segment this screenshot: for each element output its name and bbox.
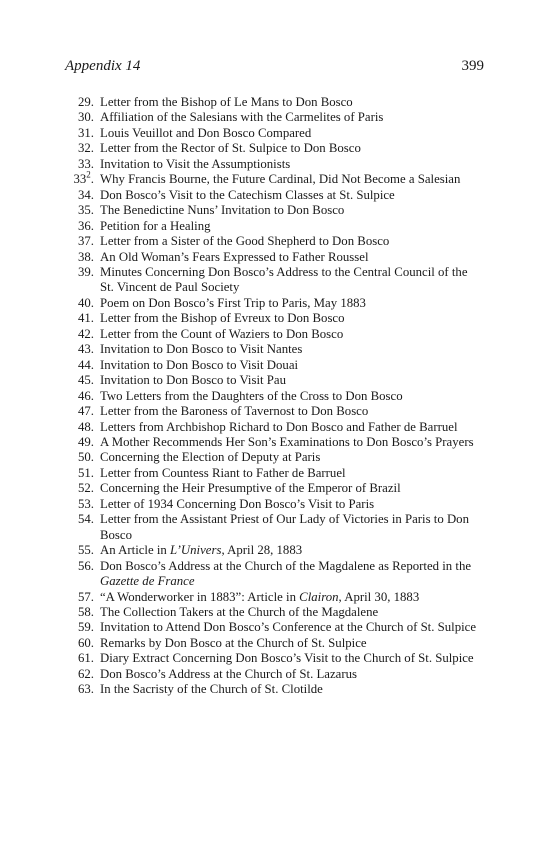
- list-item: [65, 466, 484, 481]
- entry-number: 35.: [78, 203, 94, 218]
- entry-title: Minutes Concerning Don Bosco’s Address to the Central Council of the St. Vincent de Paul Society: [100, 264, 468, 295]
- entry-number: 44.: [78, 357, 94, 372]
- entry-title: Concerning the Election of Deputy at Paris: [100, 450, 321, 465]
- list-item: [65, 605, 484, 620]
- entry-title: An Old Woman’s Fears Expressed to Father Roussel: [100, 249, 369, 264]
- list-item: [65, 404, 484, 419]
- entry-number: 47.: [78, 404, 94, 419]
- list-item: [65, 265, 484, 296]
- list-item: [65, 590, 484, 605]
- entry-number: 60.: [78, 635, 94, 650]
- entry-title: Affiliation of the Salesians with the Carmelites of Paris: [100, 110, 384, 125]
- list-item: [65, 188, 484, 203]
- list-item: [65, 620, 484, 635]
- entry-number: 42.: [78, 326, 94, 341]
- entry-title: Concerning the Heir Presumptive of the Emperor of Brazil: [100, 481, 401, 496]
- entry-title: Letter of 1934 Concerning Don Bosco’s Visit to Paris: [100, 496, 375, 511]
- entry-title: A Mother Recommends Her Son’s Examinations to Don Bosco’s Prayers: [100, 434, 474, 449]
- entry-number: 49.: [78, 434, 94, 449]
- entry-title: Invitation to Don Bosco to Visit Nantes: [100, 342, 303, 357]
- list-item: [65, 420, 484, 435]
- list-item: [65, 203, 484, 218]
- entry-title: Poem on Don Bosco’s First Trip to Paris, May 1883: [100, 295, 366, 310]
- entry-number: 29.: [78, 95, 94, 109]
- entry-title: In the Sacristy of the Church of St. Clotilde: [100, 682, 323, 697]
- entry-number: 55.: [78, 543, 94, 558]
- list-item: [65, 636, 484, 651]
- entry-title: Why Francis Bourne, the Future Cardinal, Did Not Become a Salesian: [100, 172, 461, 187]
- entry-number: 48.: [78, 419, 94, 434]
- entry-title: Invitation to Visit the Assumptionists: [100, 156, 291, 171]
- entry-number: 39.: [78, 264, 94, 279]
- list-item: [65, 157, 484, 172]
- list-item: [65, 481, 484, 496]
- list-item: [65, 172, 484, 187]
- entry-number: 63.: [78, 682, 94, 697]
- entry-title: Letter from the Bishop of Le Mans to Don Bosco: [100, 95, 353, 109]
- entry-number: 41.: [78, 311, 94, 326]
- entry-title: Invitation to Don Bosco to Visit Douai: [100, 357, 299, 372]
- list-item: [65, 667, 484, 682]
- list-item: [65, 126, 484, 141]
- entry-title: “A Wonderworker in 1883”: Article in Clairon, April 30, 1883: [100, 589, 420, 604]
- entry-title: Two Letters from the Daughters of the Cross to Don Bosco: [100, 388, 403, 403]
- list-item: [65, 435, 484, 450]
- list-item: [65, 497, 484, 512]
- entry-number: 45.: [78, 373, 94, 388]
- list-item: [65, 311, 484, 326]
- list-item: [65, 110, 484, 125]
- entry-title: Letter from the Count of Waziers to Don Bosco: [100, 326, 344, 341]
- running-head: [65, 58, 484, 75]
- entry-number: 38.: [78, 249, 94, 264]
- entry-number: 32.: [78, 141, 94, 156]
- entry-title: Diary Extract Concerning Don Bosco’s Visit to the Church of St. Sulpice: [100, 651, 474, 666]
- entry-title: Louis Veuillot and Don Bosco Compared: [100, 125, 312, 140]
- list-item: [65, 389, 484, 404]
- entry-number: 59.: [78, 620, 94, 635]
- entry-title: The Collection Takers at the Church of the Magdalene: [100, 604, 379, 619]
- entry-title: Letter from a Sister of the Good Shepherd to Don Bosco: [100, 234, 390, 249]
- entry-title: Remarks by Don Bosco at the Church of St. Sulpice: [100, 635, 367, 650]
- list-item: [65, 682, 484, 697]
- entry-number: $33^2$.: [73, 170, 94, 187]
- list-item: [65, 296, 484, 311]
- list-item: [65, 651, 484, 666]
- list-item: [65, 250, 484, 265]
- entry-title: An Article in L’Univers, April 28, 1883: [100, 543, 303, 558]
- italic-publication-title: Gazette de France: [100, 574, 195, 589]
- running-title: Appendix 14: [65, 58, 141, 74]
- italic-publication-title: L’Univers: [170, 543, 222, 558]
- list-item: [65, 373, 484, 388]
- list-item: [65, 95, 484, 110]
- appendix-document-list: [65, 95, 484, 698]
- entry-title: Letter from the Rector of St. Sulpice to Don Bosco: [100, 141, 361, 156]
- entry-title: Letter from the Bishop of Evreux to Don Bosco: [100, 311, 345, 326]
- entry-title: Invitation to Don Bosco to Visit Pau: [100, 373, 286, 388]
- list-item: [65, 559, 484, 590]
- entry-title: Letter from Countess Riant to Father de Barruel: [100, 465, 346, 480]
- list-item: [65, 234, 484, 249]
- entry-number: 40.: [78, 295, 94, 310]
- list-item: [65, 543, 484, 558]
- list-item: [65, 512, 484, 543]
- entry-title: Don Bosco’s Address at the Church of St. Lazarus: [100, 666, 357, 681]
- entry-title: Don Bosco’s Address at the Church of the Magdalene as Reported in the Gazette de France: [100, 558, 472, 589]
- entry-number: 33.: [78, 156, 94, 171]
- entry-number: 36.: [78, 218, 94, 233]
- list-item: [65, 358, 484, 373]
- italic-publication-title: Clairon: [299, 589, 339, 604]
- list-item: [65, 327, 484, 342]
- entry-number: 34.: [78, 187, 94, 202]
- list-item: [65, 219, 484, 234]
- entry-title: Letter from the Assistant Priest of Our Lady of Victories in Paris to Don Bosco: [100, 512, 469, 542]
- entry-title: Invitation to Attend Don Bosco’s Conference at the Church of St. Sulpice: [100, 620, 477, 635]
- entry-number: 52.: [78, 481, 94, 496]
- entry-title: Petition for a Healing: [100, 218, 211, 233]
- entry-number: 37.: [78, 234, 94, 249]
- entry-number: 31.: [78, 125, 94, 140]
- entry-number: 58.: [78, 604, 94, 619]
- entry-number: 50.: [78, 450, 94, 465]
- entry-number: 62.: [78, 666, 94, 681]
- page-number: 399: [461, 58, 484, 74]
- entry-title: The Benedictine Nuns’ Invitation to Don Bosco: [100, 203, 345, 218]
- entry-number-superscript: 2: [86, 170, 91, 180]
- entry-number: 46.: [78, 388, 94, 403]
- entry-number: 53.: [78, 496, 94, 511]
- entry-title: Letter from the Baroness of Tavernost to Don Bosco: [100, 404, 369, 419]
- entry-number: 30.: [78, 110, 94, 125]
- entry-number: 54.: [78, 512, 94, 527]
- entry-number: 56.: [78, 558, 94, 573]
- list-item: [65, 450, 484, 465]
- entry-number: 51.: [78, 465, 94, 480]
- entry-number: 57.: [78, 589, 94, 604]
- entry-number: 43.: [78, 342, 94, 357]
- list-item: [65, 342, 484, 357]
- entry-title: Don Bosco’s Visit to the Catechism Classes at St. Sulpice: [100, 187, 395, 202]
- entry-number: 61.: [78, 651, 94, 666]
- list-item: [65, 141, 484, 156]
- entry-title: Letters from Archbishop Richard to Don Bosco and Father de Barruel: [100, 419, 458, 434]
